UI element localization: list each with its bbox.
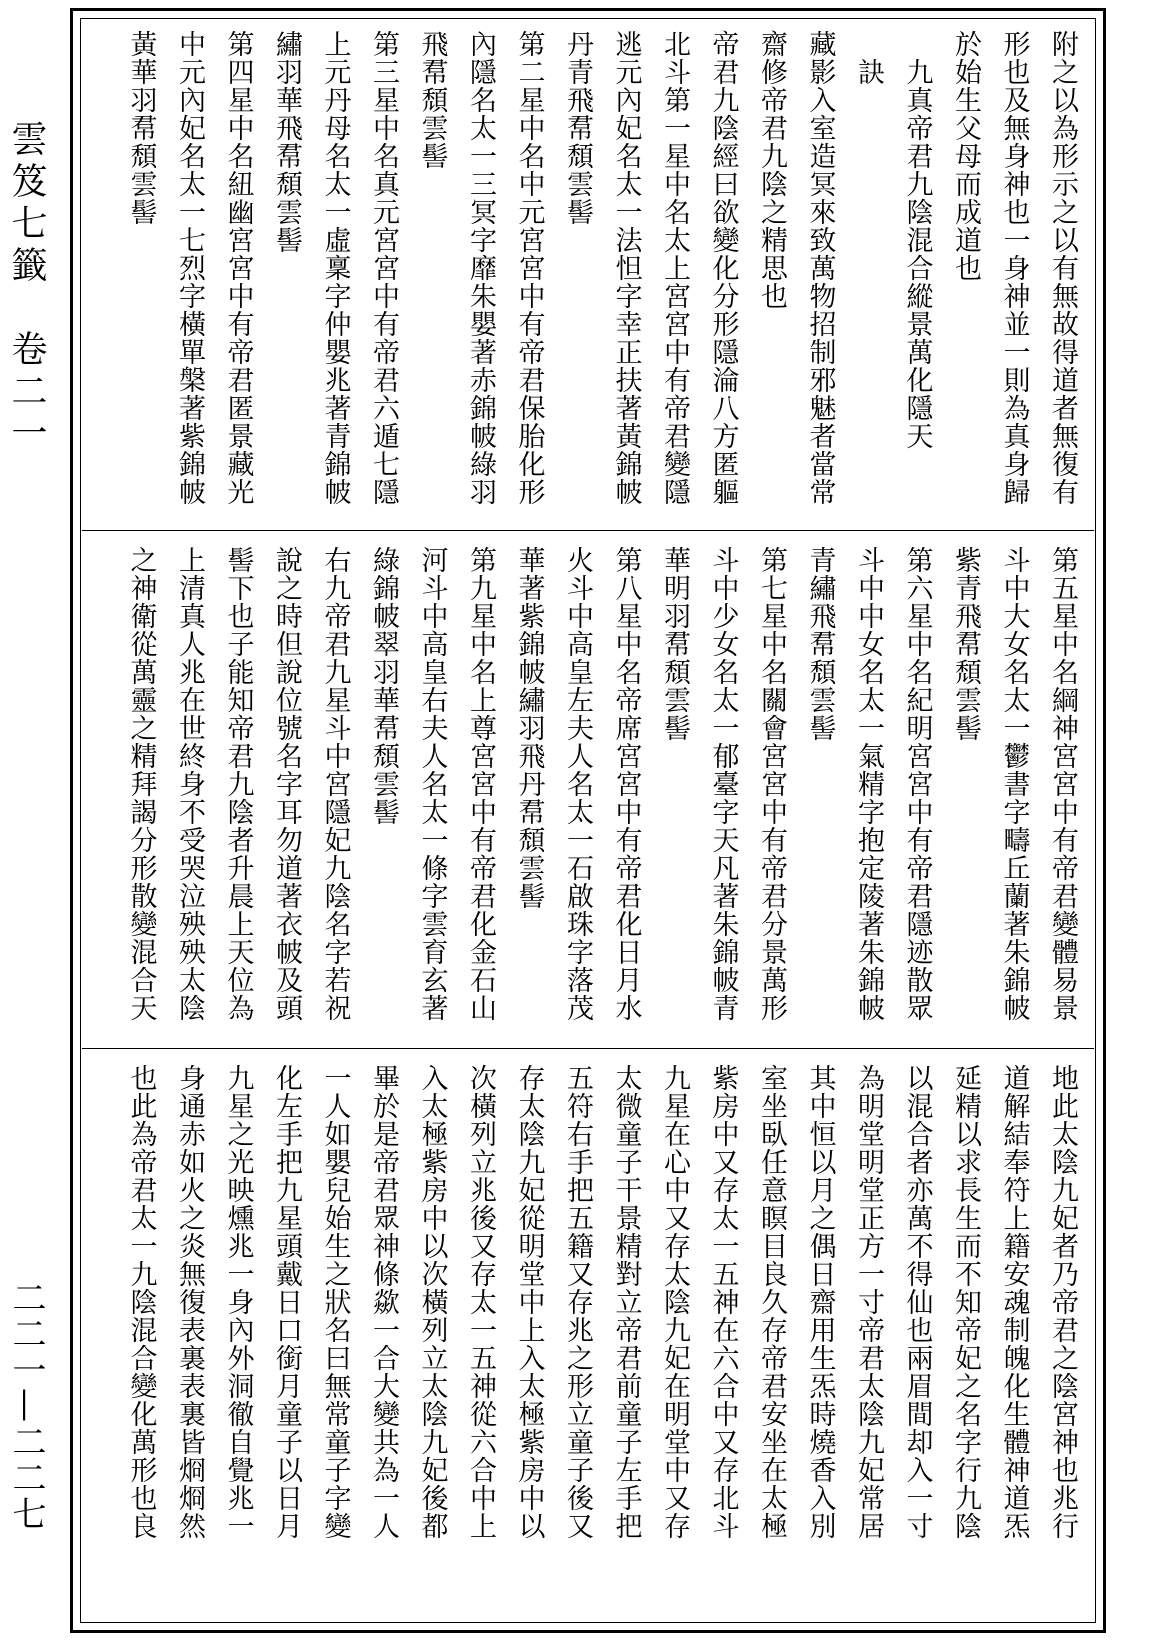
text-column: 火斗中高皇左夫人名太一石啟珠字落茂 <box>562 546 593 1022</box>
text-column: 上清真人兆在世終身不受哭泣殃殃太陰 <box>174 546 205 1022</box>
text-column: 黃華羽帬頹雲髻 <box>125 30 157 226</box>
text-column: 藏影入室造冥來致萬物招制邪魅者當常 <box>804 30 836 506</box>
text-column: 以混合者亦萬不得仙也兩眉間却入一寸 <box>901 1064 933 1540</box>
text-column: 也此為帝君太一九陰混合變化萬形也良 <box>125 1064 157 1540</box>
text-column: 逃元內妃名太一法怛字幸正扶著黃錦帔 <box>610 30 642 506</box>
text-column: 說之時但說位號名字耳勿道著衣帔及頭 <box>271 546 302 1022</box>
text-column: 繡羽華飛帬頹雲髻 <box>271 30 302 254</box>
text-column: 九星之光映燻兆一身內外洞徹自覺兆一 <box>222 1064 254 1540</box>
text-column: 身通赤如火之炎無復表裏表裏皆烱烱然 <box>174 1064 205 1540</box>
text-column: 第六星中名紀明宮宮中有帝君隱迹散眾 <box>901 546 933 1022</box>
text-column: 五符右手把五籍又存兆之形立童子後又 <box>562 1064 593 1540</box>
text-column: 紫房中又存太一五神在六合中又存北斗 <box>707 1064 739 1540</box>
text-column: 第七星中名關會宮宮中有帝君分景萬形 <box>756 546 787 1022</box>
text-column: 齋修帝君九陰之精思也 <box>756 30 787 310</box>
text-column: 右九帝君九星斗中宮隱妃九陰名字若祝 <box>319 546 351 1022</box>
text-column: 河斗中高皇右夫人名太一條字雲育玄著 <box>416 546 448 1022</box>
text-column: 太微童子干景精對立帝君前童子左手把 <box>610 1064 642 1540</box>
text-column: 綠錦帔翠羽華帬頹雲髻 <box>368 546 399 826</box>
text-column: 髻下也子能知帝君九陰者升晨上天位為 <box>222 546 254 1022</box>
text-column: 北斗第一星中名太上宮宮中有帝君變隱 <box>659 30 690 506</box>
register-middle <box>82 536 1094 1056</box>
text-column: 入太極紫房中以次橫列立太陰九妃後都 <box>416 1064 448 1540</box>
text-column: 華明羽帬頹雲髻 <box>659 546 690 742</box>
text-column: 飛帬頹雲髻 <box>416 30 448 170</box>
text-column: 第八星中名帝席宮宮中有帝君化日月水 <box>610 546 642 1022</box>
page-number: 二二一—二二七 <box>6 1280 46 1532</box>
text-column: 青繡飛帬頹雲髻 <box>804 546 836 742</box>
text-column: 內隱名太一三冥字靡朱嬰著赤錦帔綠羽 <box>465 30 496 506</box>
text-column: 帝君九陰經曰欲變化分形隱淪八方匿軀 <box>707 30 739 506</box>
text-column: 第九星中名上尊宮宮中有帝君化金石山 <box>465 546 496 1022</box>
text-column: 斗中少女名太一郁臺字天凡著朱錦帔青 <box>707 546 739 1022</box>
text-column: 丹青飛帬頹雲髻 <box>562 30 593 226</box>
text-column: 第五星中名綱神宮宮中有帝君變體易景 <box>1047 546 1078 1022</box>
text-column: 訣 <box>853 30 884 86</box>
text-column: 其中恒以月之偶日齋用生炁時燒香入別 <box>804 1064 836 1540</box>
register-bottom <box>82 1054 1094 1574</box>
text-column: 中元內妃名太一七烈字橫單槃著紫錦帔 <box>174 30 205 506</box>
text-column: 九真帝君九陰混合縱景萬化隱天 <box>901 30 933 450</box>
text-column: 室坐臥任意瞑目良久存帝君安坐在太極 <box>756 1064 787 1540</box>
text-column: 華著紫錦帔繡羽飛丹帬頹雲髻 <box>513 546 545 910</box>
text-column: 地此太陰九妃者乃帝君之陰宮神也兆行 <box>1047 1064 1078 1540</box>
text-column: 斗中中女名太一氣精字抱定陵著朱錦帔 <box>853 546 884 1022</box>
text-column: 第四星中名紐幽宮宮中有帝君匿景藏光 <box>222 30 254 506</box>
text-column: 第三星中名真元宮宮中有帝君六遁七隱 <box>368 30 399 506</box>
text-column: 次橫列立兆後又存太一五神從六合中上 <box>465 1064 496 1540</box>
text-column: 紫青飛帬頹雲髻 <box>950 546 981 742</box>
text-column: 斗中大女名太一鬱書字疇丘蘭著朱錦帔 <box>998 546 1030 1022</box>
text-column: 一人如嬰兒始生之狀名曰無常童子字變 <box>319 1064 351 1540</box>
register-top <box>82 20 1094 540</box>
text-column: 為明堂明堂正方一寸帝君太陰九妃常居 <box>853 1064 884 1540</box>
text-column: 之神衛從萬靈之精拜謁分形散變混合天 <box>125 546 157 1022</box>
text-column: 存太陰九妃從明堂中上入太極紫房中以 <box>513 1064 545 1540</box>
book-title: 雲笈七籤 卷二一 <box>6 120 47 456</box>
text-column: 畢於是帝君眾神條歘一合大變共為一人 <box>368 1064 399 1540</box>
text-column: 九星在心中又存太陰九妃在明堂中又存 <box>659 1064 690 1540</box>
text-column: 上元丹母名太一虛稟字仲嬰兆著青錦帔 <box>319 30 351 506</box>
text-column: 第二星中名中元宮宮中有帝君保胎化形 <box>513 30 545 506</box>
text-column: 道解結奉符上籍安魂制魄化生體神道炁 <box>998 1064 1030 1540</box>
text-column: 附之以為形示之以有無故得道者無復有 <box>1047 30 1078 506</box>
text-column: 形也及無身神也一身神並一則為真身歸 <box>998 30 1030 506</box>
text-column: 化左手把九星頭戴日口銜月童子以日月 <box>271 1064 302 1540</box>
text-column: 於始生父母而成道也 <box>950 30 981 282</box>
text-column: 延精以求長生而不知帝妃之名字行九陰 <box>950 1064 981 1540</box>
